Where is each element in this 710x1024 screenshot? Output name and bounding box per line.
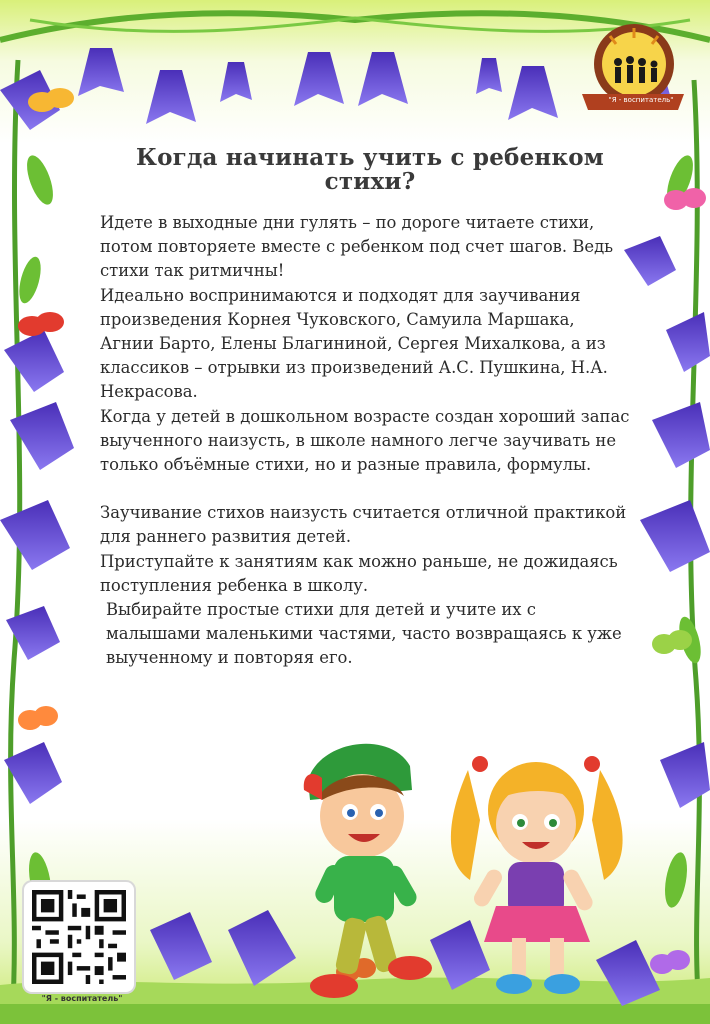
page-title: Когда начинать учить с ребенком стихи? [136, 144, 604, 195]
paragraph: Идеально воспринимаются и подходят для заучивания произведения Корнея Чуковского, Самуила Маршака, Агнии Барто, Елены Благининой, Сергея Михалкова, а из классиков – отрывки из произведений А.С. Пушкина, Н.А. Некрасова. [100, 285, 608, 402]
qr-code[interactable] [24, 882, 134, 992]
paragraph: Когда у детей в дошкольном возрасте создан хороший запас выученного наизусть, в школе намного легче заучивать не только объёмные стихи, но и разные правила, формулы. [100, 406, 630, 475]
logo-emblem [574, 20, 692, 120]
paragraph-gap [100, 477, 630, 501]
boy-figure [304, 744, 432, 998]
paragraph: Выбирайте простые стихи для детей и учите их с малышами маленькими частями, часто возвращаясь к уже выученному и повторяя его. [106, 600, 622, 668]
article-body [100, 211, 630, 671]
paragraph: Заучивание стихов наизусть считается отличной практикой для раннего развития детей. [100, 503, 627, 547]
paragraph: Приступайте к занятиям как можно раньше, не дожидаясь поступления ребенка в школу. [100, 551, 618, 595]
logo-caption: "Я - воспитатель" [608, 96, 674, 104]
qr-code-icon [32, 890, 126, 984]
paragraph: Идете в выходные дни гулять – по дороге читаете стихи, потом повторяете вместе с ребенком под счет шагов. Ведь стихи так ритмичны! [100, 213, 614, 281]
qr-caption: "Я - воспитатель" [41, 994, 123, 1003]
children-illustration [300, 730, 630, 1020]
girl-figure [451, 756, 623, 994]
